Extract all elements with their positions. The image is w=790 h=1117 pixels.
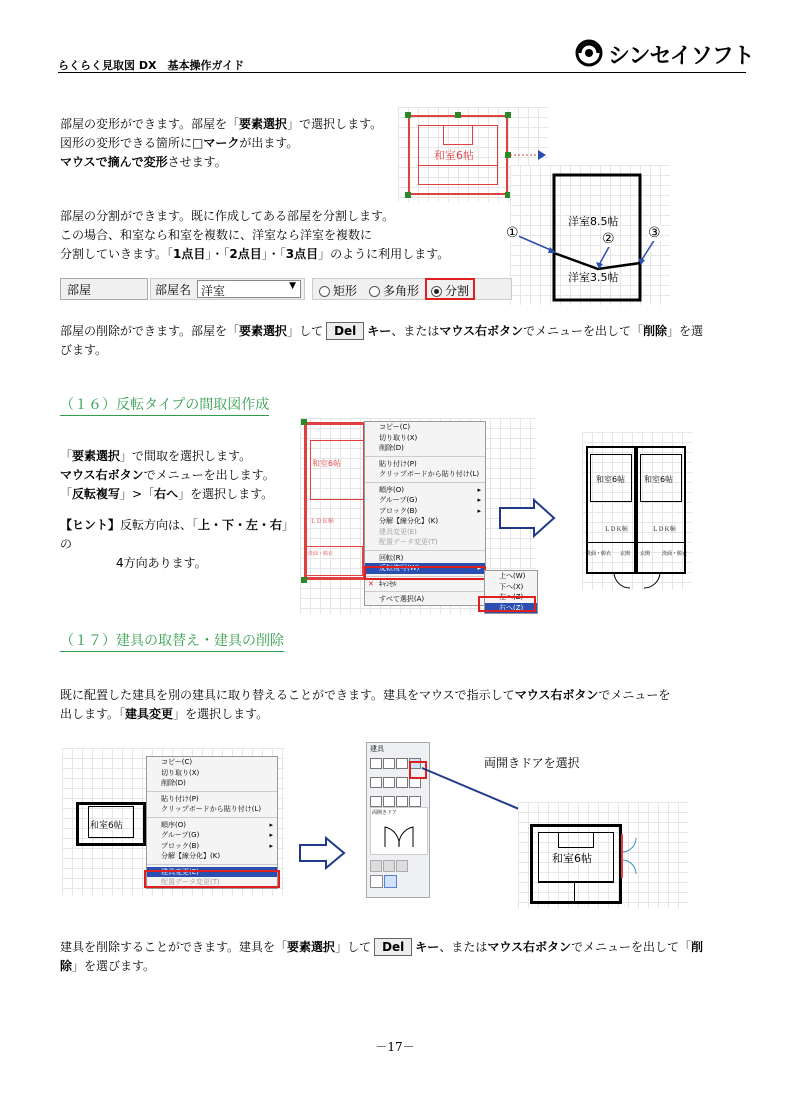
result-ldk-left: ＬＤＫ帖 xyxy=(604,526,629,533)
page-number: －17－ xyxy=(375,1040,415,1054)
menu-cut[interactable]: 切り取り(X) xyxy=(379,433,418,442)
fittings-panel-title: 建具 xyxy=(370,745,384,753)
door-swing-icon[interactable] xyxy=(614,830,654,882)
submenu-right[interactable]: 右へ(Z) xyxy=(485,603,537,614)
room-name-group xyxy=(150,278,305,300)
menu-order[interactable]: 順序(O) ▸ xyxy=(379,485,481,494)
logo-text: シンセイソフト xyxy=(608,44,754,69)
radio-rect[interactable]: 矩形 xyxy=(319,282,357,299)
room-label-top: 洋室8.5帖 xyxy=(568,215,619,228)
handle[interactable] xyxy=(455,112,461,118)
radio-split[interactable]: 分割 xyxy=(431,282,469,299)
split-figure xyxy=(506,165,670,305)
handle[interactable] xyxy=(405,112,411,118)
fitting-context-menu xyxy=(146,756,278,889)
fitting-type-button[interactable] xyxy=(383,777,395,788)
delete-fitting-text: 建具を削除することができます。建具を「要素選択」して Del キー、またはマウス右ボタンでメニューを出して「削 除」を選びます。 xyxy=(60,940,704,973)
del-key: Del xyxy=(374,938,412,956)
fitting-type-button[interactable] xyxy=(370,758,382,769)
menu-fitting: 建具変更(E) xyxy=(379,527,417,536)
result-room-left: 和室6帖 xyxy=(596,475,626,484)
menu-explode[interactable]: 分解【線分化】(K) xyxy=(161,852,221,860)
menu-cancel[interactable]: ✕ ｷｬﾝｾﾙ xyxy=(368,579,397,588)
split-text: 部屋の分割ができます。既に作成してある部屋を分割します。 この場合、和室なら和室を複数に、洋室なら洋室を複数に 分割していきます。「1点目」・「2点目」・「3点目」のように利用します。 xyxy=(60,209,450,261)
menu-copy[interactable]: コピー(C) xyxy=(379,423,411,431)
flip-text: 「要素選択」で間取を選択します。 マウス右ボタンでメニューを出します。 「反転複写」>「右へ」を選択します。 【ヒント】反転方向は、「上・下・左・右」の 4方向あります。 xyxy=(60,449,295,570)
result-wash-right: 洗面・脱衣 xyxy=(662,551,688,557)
radio-polygon[interactable]: 多角形 xyxy=(369,282,419,299)
highlight-box xyxy=(478,596,536,612)
fitting-type-button[interactable] xyxy=(396,758,408,769)
menu-explode[interactable]: 分解【線分化】(K) xyxy=(379,517,439,525)
menu-cut[interactable]: 切り取り(X) xyxy=(161,768,200,777)
menu-group[interactable]: グループ(G) ▸ xyxy=(379,496,481,504)
arrow-right-icon xyxy=(298,836,346,870)
select-door-caption: 両開きドアを選択 xyxy=(484,756,580,770)
highlight-box xyxy=(425,278,475,300)
point-3: ③ xyxy=(648,225,661,241)
src-wash-label: 洗面・脱衣 xyxy=(308,551,334,557)
menu-placement: 配置データ変更(T) xyxy=(161,878,220,886)
handle[interactable] xyxy=(505,112,511,118)
src-room-label: 和室6帖 xyxy=(312,459,342,468)
menu-paste-clipboard[interactable]: クリップボードから貼り付け(L) xyxy=(161,805,262,813)
small-room-label: 和室6帖 xyxy=(90,821,123,831)
menu-block[interactable]: ブロック(B) ▸ xyxy=(379,506,481,515)
room-label: 和室6帖 xyxy=(434,149,474,162)
result-ldk-right: ＬＤＫ帖 xyxy=(652,526,677,533)
result-entry-left: 玄関 xyxy=(620,551,631,557)
point-2: ② xyxy=(602,231,615,247)
result-entry-right: 玄関 xyxy=(640,551,651,557)
menu-fitting-change[interactable]: 建具変更(E) xyxy=(147,867,277,878)
section-17-title: （１７）建具の取替え・建具の削除 xyxy=(60,632,284,652)
handle[interactable] xyxy=(405,192,411,198)
drag-arrow-icon xyxy=(508,147,548,163)
deform-text: 部屋の変形ができます。部屋を「要素選択」で選択します。 図形の変形できる箇所に□マークが出ます。 マウスで摘んで変形させます。 xyxy=(60,117,383,169)
room-tool-label[interactable]: 部屋 xyxy=(60,278,148,300)
room-name-select[interactable] xyxy=(197,280,301,298)
menu-block[interactable]: ブロック(B) ▸ xyxy=(161,841,273,850)
menu-group[interactable]: グループ(G) ▸ xyxy=(161,831,273,839)
menu-order[interactable]: 順序(O) ▸ xyxy=(161,820,273,829)
chevron-down-icon: ▼ xyxy=(289,281,296,291)
fitting-type-button[interactable] xyxy=(383,758,395,769)
src-ldk-label: ＬＤＫ帖 xyxy=(310,518,335,525)
highlight-box xyxy=(364,566,486,580)
fitting-type-button[interactable] xyxy=(370,777,382,788)
fitting-type-button[interactable] xyxy=(370,796,382,807)
menu-paste[interactable]: 貼り付け(P) xyxy=(161,794,199,803)
submenu-up[interactable]: 上へ(W) xyxy=(499,572,526,580)
fitting-result-figure xyxy=(518,802,688,908)
section-16-title: （１６）反転タイプの間取図作成 xyxy=(60,396,269,416)
menu-flip-copy[interactable]: 反転複写(W) ▸ xyxy=(365,563,485,574)
submenu-down[interactable]: 下へ(X) xyxy=(499,582,524,591)
flip-result-figure xyxy=(582,432,692,590)
header-title: らくらく見取図 DX 基本操作ガイド xyxy=(58,59,245,72)
close-icon: ✕ xyxy=(368,579,374,588)
menu-rotate[interactable]: 回転(R) xyxy=(379,553,404,562)
menu-delete[interactable]: 削除(D) xyxy=(161,779,186,787)
fitting-screenshot xyxy=(62,748,284,896)
fitting-type-button[interactable] xyxy=(396,777,408,788)
room-name-value: 洋室 xyxy=(201,284,226,298)
menu-paste[interactable]: 貼り付け(P) xyxy=(379,459,417,468)
menu-copy[interactable]: コピー(C) xyxy=(161,758,193,766)
fitting-type-button[interactable] xyxy=(396,796,408,807)
result-wash-left: 洗面・脱衣 xyxy=(586,551,612,557)
menu-delete[interactable]: 削除(D) xyxy=(379,444,404,452)
room-shape-radio-group xyxy=(312,278,512,300)
submenu-left[interactable]: 左へ(Z) xyxy=(499,593,524,601)
result-room-right: 和室6帖 xyxy=(644,475,674,484)
highlight-box xyxy=(144,870,280,888)
point-1: ① xyxy=(506,225,519,241)
room-name-label: 部屋名 xyxy=(155,283,192,297)
arrow-right-icon xyxy=(498,498,556,538)
menu-placement: 配置データ変更(T) xyxy=(379,538,438,546)
room-label-bottom: 洋室3.5帖 xyxy=(568,271,619,284)
fitting-type-button[interactable] xyxy=(383,796,395,807)
fitting-text: 既に配置した建具を別の建具に取り替えることができます。建具をマウスで指示してマウス右ボタンでメニューを 出します。「建具変更」を選択します。 xyxy=(60,688,671,721)
menu-paste-clipboard[interactable]: クリップボードから貼り付け(L) xyxy=(379,470,480,478)
delete-room-text: 部屋の削除ができます。部屋を「要素選択」して Del キー、またはマウス右ボタンでメニューを出して「削除」を選 びます。 xyxy=(60,324,704,357)
del-key: Del xyxy=(326,322,364,340)
big-room-label: 和室6帖 xyxy=(552,852,592,865)
door-preview-label: 両開きドア xyxy=(372,810,397,816)
header-rule xyxy=(58,72,746,73)
menu-select-all[interactable]: すべて選択(A) xyxy=(379,595,425,603)
